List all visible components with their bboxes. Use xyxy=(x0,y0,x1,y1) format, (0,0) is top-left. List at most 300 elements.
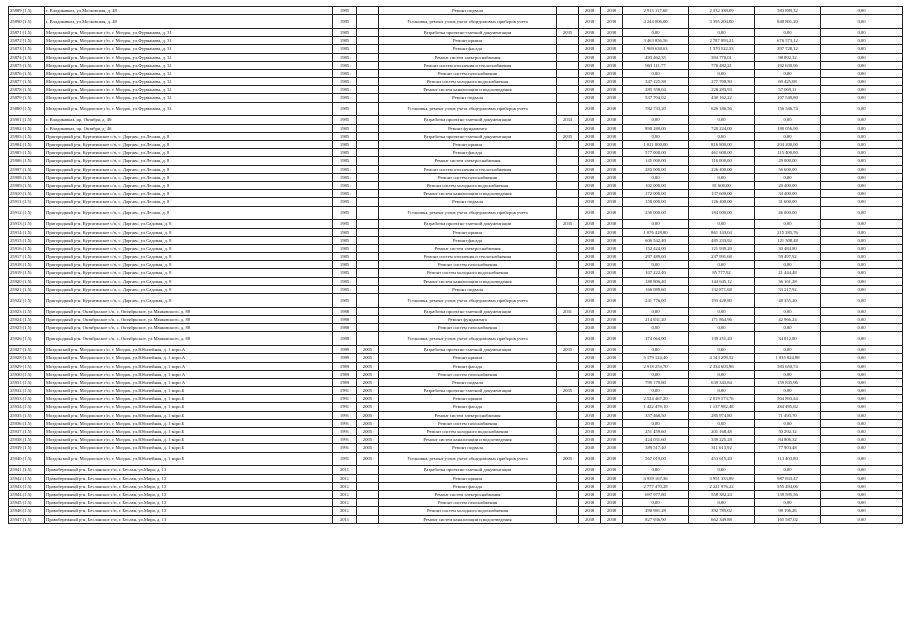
work-type-cell: Ремонт систем электроснабжения xyxy=(379,157,557,165)
address-cell: Моздокский р-н, Моздокское г/п, г. Моздок, ул.Юбилейная, д. 1 корп.Б xyxy=(45,403,333,411)
other-cost-cell: 0,00 xyxy=(821,277,903,285)
address-cell: Пригородный р-н, Октябрьское с/п, с. Октябрьское, ул.Маяковского, д. 88 xyxy=(45,307,333,315)
fund-cost-cell: 226 400,00 xyxy=(689,165,755,173)
plan-end-year-cell: 2038 xyxy=(601,378,623,386)
address-cell: Правобережный р-н, Бесланское г/п, г. Беслан, ул.Мира, д. 13 xyxy=(45,515,333,523)
work-type-cell: Установка, ремонт узлов учета общедомовых приборов учета xyxy=(379,15,557,29)
owners-cost-cell: 42 966,24 xyxy=(755,316,821,324)
owners-cost-cell: 21 444,48 xyxy=(755,269,821,277)
total-cost-cell: 0,00 xyxy=(623,261,689,269)
table-row xyxy=(9,515,903,523)
work-type-cell: Ремонт крыши xyxy=(379,474,557,482)
total-cost-cell: 0,00 xyxy=(623,370,689,378)
owners-cost-cell: 159 835,96 xyxy=(755,378,821,386)
address-cell: Пригородный р-н, Куртатинское с/п, с. Даргавс, ул.Садовая, д. 8 xyxy=(45,261,333,269)
plan-end-year-cell: 2038 xyxy=(601,269,623,277)
fund-cost-cell: 861 143,04 xyxy=(689,228,755,236)
total-cost-cell: 4 244 006,00 xyxy=(623,15,689,29)
row-id-cell: 25932 (1.5) xyxy=(9,387,45,395)
plan-end-year-cell: 2038 xyxy=(601,94,623,102)
pd-year-cell xyxy=(557,253,579,261)
total-cost-cell: 297 489,60 xyxy=(623,253,689,261)
total-cost-cell: 963 111,77 xyxy=(623,61,689,69)
fund-cost-cell: 430 162,22 xyxy=(689,94,755,102)
pd-year-cell xyxy=(557,15,579,29)
plan-start-year-cell: 2038 xyxy=(579,45,601,53)
plan-end-year-cell: 2038 xyxy=(601,419,623,427)
fund-cost-cell: 662 349,88 xyxy=(689,515,755,523)
build-year-cell: 2011 xyxy=(333,507,357,515)
address-cell: Пригородный р-н, Куртатинское с/п, с. Даргавс, ул.Садовая, д. 8 xyxy=(45,269,333,277)
total-cost-cell: 4 939 167,36 xyxy=(623,474,689,482)
fund-cost-cell: 0,00 xyxy=(689,466,755,474)
work-type-cell: Ремонт систем отопления и теплоснабжения xyxy=(379,165,557,173)
total-cost-cell: 606 542,40 xyxy=(623,236,689,244)
plan-start-year-cell: 2038 xyxy=(579,206,601,220)
pd-year-cell xyxy=(557,403,579,411)
row-id-cell: 25913 (1.5) xyxy=(9,220,45,228)
reconstruction-year-cell xyxy=(357,94,379,102)
other-cost-cell: 0,00 xyxy=(821,206,903,220)
fund-cost-cell: 1 570 522,53 xyxy=(689,45,755,53)
reconstruction-year-cell xyxy=(357,141,379,149)
reconstruction-year-cell xyxy=(357,149,379,157)
pd-year-cell xyxy=(557,236,579,244)
address-cell: Моздокский р-н, Моздокское г/п, г. Моздок, ул.Юбилейная, д. 1 корп.А xyxy=(45,378,333,386)
build-year-cell: 1988 xyxy=(333,332,357,346)
pd-year-cell xyxy=(557,124,579,132)
address-cell: Моздокский р-н, Моздокское г/п, г. Моздок, ул.Юбилейная, д. 1 корп.Б xyxy=(45,419,333,427)
fund-cost-cell: 2 332 338,09 xyxy=(689,7,755,15)
table-row xyxy=(9,332,903,346)
fund-cost-cell: 228 283,93 xyxy=(689,86,755,94)
reconstruction-year-cell xyxy=(357,132,379,140)
plan-end-year-cell: 2038 xyxy=(601,307,623,315)
reconstruction-year-cell xyxy=(357,165,379,173)
other-cost-cell: 0,00 xyxy=(821,452,903,466)
plan-end-year-cell: 2038 xyxy=(601,78,623,86)
table-row xyxy=(9,236,903,244)
build-year-cell: 1988 xyxy=(333,316,357,324)
table-row xyxy=(9,482,903,490)
fund-cost-cell: 184 000,00 xyxy=(689,206,755,220)
owners-cost-cell: 36 161,28 xyxy=(755,277,821,285)
owners-cost-cell: 46 000,00 xyxy=(755,206,821,220)
owners-cost-cell: 71 493,70 xyxy=(755,411,821,419)
work-type-cell: Установка, ремонт узлов учета общедомовых приборов учета xyxy=(379,452,557,466)
row-id-cell: 25908 (1.5) xyxy=(9,173,45,181)
plan-end-year-cell: 2038 xyxy=(601,165,623,173)
total-cost-cell: 0,00 xyxy=(623,307,689,315)
plan-end-year-cell: 2038 xyxy=(601,149,623,157)
table-row xyxy=(9,78,903,86)
fund-cost-cell: 0,00 xyxy=(689,28,755,36)
other-cost-cell: 0,00 xyxy=(821,132,903,140)
row-id-cell: 25931 (1.5) xyxy=(9,378,45,386)
plan-start-year-cell: 2038 xyxy=(579,307,601,315)
plan-start-year-cell: 2038 xyxy=(579,236,601,244)
owners-cost-cell: 57 069,11 xyxy=(755,86,821,94)
table-row xyxy=(9,419,903,427)
address-cell: Пригородный р-н, Куртатинское с/п, с. Даргавс, ул.Садовая, д. 8 xyxy=(45,253,333,261)
fund-cost-cell: 126 400,00 xyxy=(689,198,755,206)
other-cost-cell: 0,00 xyxy=(821,378,903,386)
total-cost-cell: 0,00 xyxy=(623,346,689,354)
build-year-cell: 1985 xyxy=(333,78,357,86)
row-id-cell: 25943 (1.5) xyxy=(9,482,45,490)
plan-start-year-cell: 2038 xyxy=(579,490,601,498)
plan-start-year-cell: 2038 xyxy=(579,53,601,61)
document-sheet xyxy=(8,6,882,524)
build-year-cell: 1989 xyxy=(333,354,357,362)
plan-start-year-cell: 2038 xyxy=(579,362,601,370)
plan-end-year-cell: 2038 xyxy=(601,428,623,436)
work-type-cell: Ремонт систем канализации и водоотведения xyxy=(379,436,557,444)
other-cost-cell: 0,00 xyxy=(821,15,903,29)
pd-year-cell xyxy=(557,474,579,482)
work-type-cell: Ремонт систем канализации и водоотведения xyxy=(379,86,557,94)
owners-cost-cell: 192 630,96 xyxy=(755,61,821,69)
address-cell: г. Владикавказ, пр. Октября, д. 46 xyxy=(45,116,333,124)
work-type-cell: Разработка проектно-сметной документации xyxy=(379,307,557,315)
row-id-cell: 25923 (1.5) xyxy=(9,307,45,315)
fund-cost-cell: 720 224,00 xyxy=(689,124,755,132)
plan-end-year-cell: 2038 xyxy=(601,490,623,498)
reconstruction-year-cell xyxy=(357,307,379,315)
total-cost-cell: 1 076 428,80 xyxy=(623,228,689,236)
fund-cost-cell: 392 785,02 xyxy=(689,507,755,515)
plan-start-year-cell: 2038 xyxy=(579,149,601,157)
work-type-cell: Ремонт систем холодного водоснабжения xyxy=(379,269,557,277)
table-row xyxy=(9,206,903,220)
pd-year-cell xyxy=(557,45,579,53)
owners-cost-cell: 113 403,80 xyxy=(755,452,821,466)
reconstruction-year-cell xyxy=(357,324,379,332)
plan-start-year-cell: 2038 xyxy=(579,395,601,403)
address-cell: Моздокский р-н, Моздокское г/п, г. Моздок, ул.Фурманова, д. 31 xyxy=(45,28,333,36)
owners-cost-cell: 215 285,76 xyxy=(755,228,821,236)
plan-start-year-cell: 2038 xyxy=(579,474,601,482)
work-type-cell: Ремонт систем электроснабжения xyxy=(379,490,557,498)
reconstruction-year-cell: 2005 xyxy=(357,346,379,354)
work-type-cell: Ремонт систем газоснабжения xyxy=(379,370,557,378)
address-cell: Пригородный р-н, Куртатинское с/п, с. Даргавс, ул.Садовая, д. 8 xyxy=(45,220,333,228)
owners-cost-cell: 0,00 xyxy=(755,132,821,140)
row-id-cell: 25942 (1.5) xyxy=(9,474,45,482)
pd-year-cell xyxy=(557,362,579,370)
other-cost-cell: 0,00 xyxy=(821,307,903,315)
address-cell: г. Владикавказ, ул.Московская, д. 48 xyxy=(45,7,333,15)
total-cost-cell: 357 468,50 xyxy=(623,411,689,419)
fund-cost-cell: 171 864,96 xyxy=(689,316,755,324)
owners-cost-cell: 0,00 xyxy=(755,324,821,332)
work-type-cell: Ремонт подвала xyxy=(379,378,557,386)
row-id-cell: 25874 (1.5) xyxy=(9,53,45,61)
pd-year-cell xyxy=(557,436,579,444)
build-year-cell: 1991 xyxy=(333,428,357,436)
reconstruction-year-cell xyxy=(357,466,379,474)
row-id-cell: 25922 (1.5) xyxy=(9,294,45,308)
owners-cost-cell: 848 801,20 xyxy=(755,15,821,29)
total-cost-cell: 2 524 467,20 xyxy=(623,395,689,403)
build-year-cell: 1988 xyxy=(333,324,357,332)
total-cost-cell: 2 777 470,28 xyxy=(623,482,689,490)
work-type-cell: Ремонт систем холодного водоснабжения xyxy=(379,78,557,86)
total-cost-cell: 697 977,80 xyxy=(623,490,689,498)
other-cost-cell: 0,00 xyxy=(821,94,903,102)
reconstruction-year-cell xyxy=(357,277,379,285)
fund-cost-cell: 137 600,00 xyxy=(689,190,755,198)
plan-start-year-cell: 2038 xyxy=(579,253,601,261)
row-id-cell: 25876 (1.5) xyxy=(9,69,45,77)
table-row xyxy=(9,141,903,149)
work-type-cell: Ремонт подвала xyxy=(379,94,557,102)
plan-start-year-cell: 2038 xyxy=(579,190,601,198)
work-type-cell: Разработка проектно-сметной документации xyxy=(379,346,557,354)
address-cell: г. Владикавказ, пр. Октября, д. 46 xyxy=(45,124,333,132)
total-cost-cell: 172 000,00 xyxy=(623,190,689,198)
reconstruction-year-cell: 2005 xyxy=(357,428,379,436)
row-id-cell: 25901 (1.5) xyxy=(9,116,45,124)
pd-year-cell xyxy=(557,482,579,490)
owners-cost-cell: 504 893,44 xyxy=(755,395,821,403)
plan-end-year-cell: 2038 xyxy=(601,332,623,346)
pd-year-cell xyxy=(557,261,579,269)
total-cost-cell: 827 936,90 xyxy=(623,515,689,523)
address-cell: Пригородный р-н, Октябрьское с/п, с. Октябрьское, ул.Маяковского, д. 88 xyxy=(45,332,333,346)
owners-cost-cell: 583 889,32 xyxy=(755,7,821,15)
plan-end-year-cell: 2038 xyxy=(601,173,623,181)
fund-cost-cell: 639 343,84 xyxy=(689,378,755,386)
address-cell: Пригородный р-н, Куртатинское с/п, с. Даргавс, ул.Садовая, д. 8 xyxy=(45,244,333,252)
table-row xyxy=(9,132,903,140)
plan-end-year-cell: 2038 xyxy=(601,324,623,332)
table-row xyxy=(9,86,903,94)
plan-start-year-cell: 2038 xyxy=(579,69,601,77)
owners-cost-cell: 0,00 xyxy=(755,499,821,507)
reconstruction-year-cell xyxy=(357,244,379,252)
address-cell: Моздокский р-н, Моздокское г/п, г. Моздок, ул.Фурманова, д. 31 xyxy=(45,69,333,77)
address-cell: Моздокский р-н, Моздокское г/п, г. Моздок, ул.Юбилейная, д. 1 корп.Б xyxy=(45,387,333,395)
plan-start-year-cell: 2038 xyxy=(579,482,601,490)
table-row xyxy=(9,499,903,507)
owners-cost-cell: 84 806,32 xyxy=(755,436,821,444)
row-id-cell: 25871 (1.5) xyxy=(9,28,45,36)
address-cell: Пригородный р-н, Куртатинское с/п, с. Даргавс, ул.Лесная, д. 8 xyxy=(45,198,333,206)
pd-year-cell xyxy=(557,244,579,252)
build-year-cell: 1991 xyxy=(333,419,357,427)
table-row xyxy=(9,452,903,466)
row-id-cell: 25936 (1.5) xyxy=(9,419,45,427)
fund-cost-cell: 3 951 333,89 xyxy=(689,474,755,482)
reconstruction-year-cell xyxy=(357,15,379,29)
work-type-cell: Ремонт систем газоснабжения xyxy=(379,499,557,507)
build-year-cell: 2011 xyxy=(333,515,357,523)
work-type-cell: Ремонт крыши xyxy=(379,228,557,236)
address-cell: Пригородный р-н, Куртатинское с/п, с. Даргавс, ул.Лесная, д. 8 xyxy=(45,157,333,165)
fund-cost-cell: 0,00 xyxy=(689,307,755,315)
fund-cost-cell: 81 600,00 xyxy=(689,181,755,189)
row-id-cell: 25916 (1.5) xyxy=(9,244,45,252)
build-year-cell: 1985 xyxy=(333,157,357,165)
other-cost-cell: 0,00 xyxy=(821,61,903,69)
build-year-cell: 1985 xyxy=(333,141,357,149)
plan-start-year-cell: 2038 xyxy=(579,403,601,411)
total-cost-cell: 107 222,40 xyxy=(623,269,689,277)
build-year-cell: 1991 xyxy=(333,452,357,466)
pd-year-cell xyxy=(557,61,579,69)
pd-year-cell: 2033 xyxy=(557,116,579,124)
work-type-cell: Ремонт систем холодного водоснабжения xyxy=(379,507,557,515)
address-cell: Моздокский р-н, Моздокское г/п, г. Моздок, ул.Фурманова, д. 31 xyxy=(45,102,333,116)
other-cost-cell: 0,00 xyxy=(821,157,903,165)
total-cost-cell: 180 806,40 xyxy=(623,277,689,285)
build-year-cell: 1985 xyxy=(333,198,357,206)
address-cell: Моздокский р-н, Моздокское г/п, г. Моздок, ул.Фурманова, д. 31 xyxy=(45,53,333,61)
pd-year-cell xyxy=(557,94,579,102)
reconstruction-year-cell xyxy=(357,53,379,61)
owners-cost-cell: 77 903,48 xyxy=(755,444,821,452)
reconstruction-year-cell xyxy=(357,124,379,132)
other-cost-cell: 0,00 xyxy=(821,474,903,482)
pd-year-cell: 2035 xyxy=(557,387,579,395)
pd-year-cell xyxy=(557,190,579,198)
table-row xyxy=(9,444,903,452)
pd-year-cell xyxy=(557,228,579,236)
table-row xyxy=(9,244,903,252)
owners-cost-cell: 165 587,02 xyxy=(755,515,821,523)
reconstruction-year-cell xyxy=(357,37,379,45)
address-cell: Пригородный р-н, Октябрьское с/п, с. Октябрьское, ул.Маяковского, д. 88 xyxy=(45,316,333,324)
build-year-cell: 1985 xyxy=(333,228,357,236)
row-id-cell: 25925 (1.5) xyxy=(9,324,45,332)
reconstruction-year-cell xyxy=(357,61,379,69)
reconstruction-year-cell: 2005 xyxy=(357,444,379,452)
build-year-cell: 1985 xyxy=(333,285,357,293)
table-row xyxy=(9,474,903,482)
build-year-cell: 1985 xyxy=(333,220,357,228)
work-type-cell: Ремонт фасада xyxy=(379,403,557,411)
pd-year-cell xyxy=(557,157,579,165)
plan-end-year-cell: 2038 xyxy=(601,7,623,15)
build-year-cell: 1985 xyxy=(333,94,357,102)
reconstruction-year-cell xyxy=(357,102,379,116)
address-cell: Пригородный р-н, Куртатинское с/п, с. Даргавс, ул.Садовая, д. 8 xyxy=(45,294,333,308)
plan-start-year-cell: 2038 xyxy=(579,354,601,362)
other-cost-cell: 0,00 xyxy=(821,165,903,173)
row-id-cell: 25914 (1.5) xyxy=(9,228,45,236)
reconstruction-year-cell xyxy=(357,7,379,15)
address-cell: Правобережный р-н, Бесланское г/п, г. Беслан, ул.Мира, д. 13 xyxy=(45,474,333,482)
plan-start-year-cell: 2038 xyxy=(579,285,601,293)
owners-cost-cell: 156 546,74 xyxy=(755,102,821,116)
reconstruction-year-cell: 2005 xyxy=(357,378,379,386)
other-cost-cell: 0,00 xyxy=(821,269,903,277)
plan-end-year-cell: 2038 xyxy=(601,37,623,45)
pd-year-cell: 2035 xyxy=(557,28,579,36)
owners-cost-cell: 0,00 xyxy=(755,261,821,269)
plan-start-year-cell: 2038 xyxy=(579,346,601,354)
pd-year-cell xyxy=(557,428,579,436)
row-id-cell: 25940 (1.5) xyxy=(9,452,45,466)
work-type-cell: Разработка проектно-сметной документации xyxy=(379,116,557,124)
other-cost-cell: 0,00 xyxy=(821,116,903,124)
other-cost-cell: 0,00 xyxy=(821,53,903,61)
plan-end-year-cell: 2038 xyxy=(601,190,623,198)
owners-cost-cell: 987 833,47 xyxy=(755,474,821,482)
plan-end-year-cell: 2038 xyxy=(601,354,623,362)
plan-end-year-cell: 2038 xyxy=(601,253,623,261)
build-year-cell: 1985 xyxy=(333,28,357,36)
work-type-cell: Ремонт фасада xyxy=(379,236,557,244)
plan-end-year-cell: 2038 xyxy=(601,141,623,149)
plan-end-year-cell: 2038 xyxy=(601,395,623,403)
owners-cost-cell: 34 812,80 xyxy=(755,332,821,346)
address-cell: Пригородный р-н, Куртатинское с/п, с. Даргавс, ул.Лесная, д. 8 xyxy=(45,165,333,173)
pd-year-cell: 2035 xyxy=(557,346,579,354)
table-row xyxy=(9,354,903,362)
plan-start-year-cell: 2038 xyxy=(579,198,601,206)
owners-cost-cell: 121 308,48 xyxy=(755,236,821,244)
plan-end-year-cell: 2038 xyxy=(601,436,623,444)
reconstruction-year-cell xyxy=(357,198,379,206)
work-type-cell: Ремонт фасада xyxy=(379,149,557,157)
plan-end-year-cell: 2038 xyxy=(601,515,623,523)
plan-end-year-cell: 2038 xyxy=(601,157,623,165)
work-type-cell: Ремонт систем газоснабжения xyxy=(379,69,557,77)
row-id-cell: 25938 (1.5) xyxy=(9,436,45,444)
plan-end-year-cell: 2038 xyxy=(601,102,623,116)
work-type-cell: Ремонт фасада xyxy=(379,45,557,53)
row-id-cell: 25906 (1.5) xyxy=(9,157,45,165)
address-cell: Моздокский р-н, Моздокское г/п, г. Моздок, ул.Фурманова, д. 31 xyxy=(45,61,333,69)
other-cost-cell: 0,00 xyxy=(821,7,903,15)
table-row xyxy=(9,466,903,474)
plan-start-year-cell: 2038 xyxy=(579,157,601,165)
row-id-cell: 25873 (1.5) xyxy=(9,45,45,53)
address-cell: Пригородный р-н, Куртатинское с/п, с. Даргавс, ул.Садовая, д. 8 xyxy=(45,285,333,293)
build-year-cell: 1985 xyxy=(333,7,357,15)
other-cost-cell: 0,00 xyxy=(821,316,903,324)
reconstruction-year-cell xyxy=(357,45,379,53)
plan-start-year-cell: 2038 xyxy=(579,428,601,436)
row-id-cell: 25904 (1.5) xyxy=(9,141,45,149)
pd-year-cell xyxy=(557,269,579,277)
fund-cost-cell: 311 613,92 xyxy=(689,444,755,452)
pd-year-cell: 2031 xyxy=(557,307,579,315)
total-cost-cell: 166 089,60 xyxy=(623,285,689,293)
total-cost-cell: 145 000,00 xyxy=(623,157,689,165)
fund-cost-cell: 1 137 982,48 xyxy=(689,403,755,411)
fund-cost-cell: 132 871,68 xyxy=(689,285,755,293)
reconstruction-year-cell xyxy=(357,316,379,324)
address-cell: Моздокский р-н, Моздокское г/п, г. Моздок, ул.Фурманова, д. 31 xyxy=(45,86,333,94)
pd-year-cell xyxy=(557,332,579,346)
address-cell: Моздокский р-н, Моздокское г/п, г. Моздок, ул.Юбилейная, д. 1 корп.А xyxy=(45,362,333,370)
table-row xyxy=(9,346,903,354)
owners-cost-cell: 0,00 xyxy=(755,419,821,427)
table-row xyxy=(9,411,903,419)
plan-end-year-cell: 2038 xyxy=(601,499,623,507)
fund-cost-cell: 453 615,20 xyxy=(689,452,755,466)
other-cost-cell: 0,00 xyxy=(821,346,903,354)
fund-cost-cell: 0,00 xyxy=(689,324,755,332)
other-cost-cell: 0,00 xyxy=(821,102,903,116)
fund-cost-cell: 193 420,80 xyxy=(689,294,755,308)
reconstruction-year-cell xyxy=(357,228,379,236)
total-cost-cell: 251 459,60 xyxy=(623,428,689,436)
fund-cost-cell: 85 777,92 xyxy=(689,269,755,277)
